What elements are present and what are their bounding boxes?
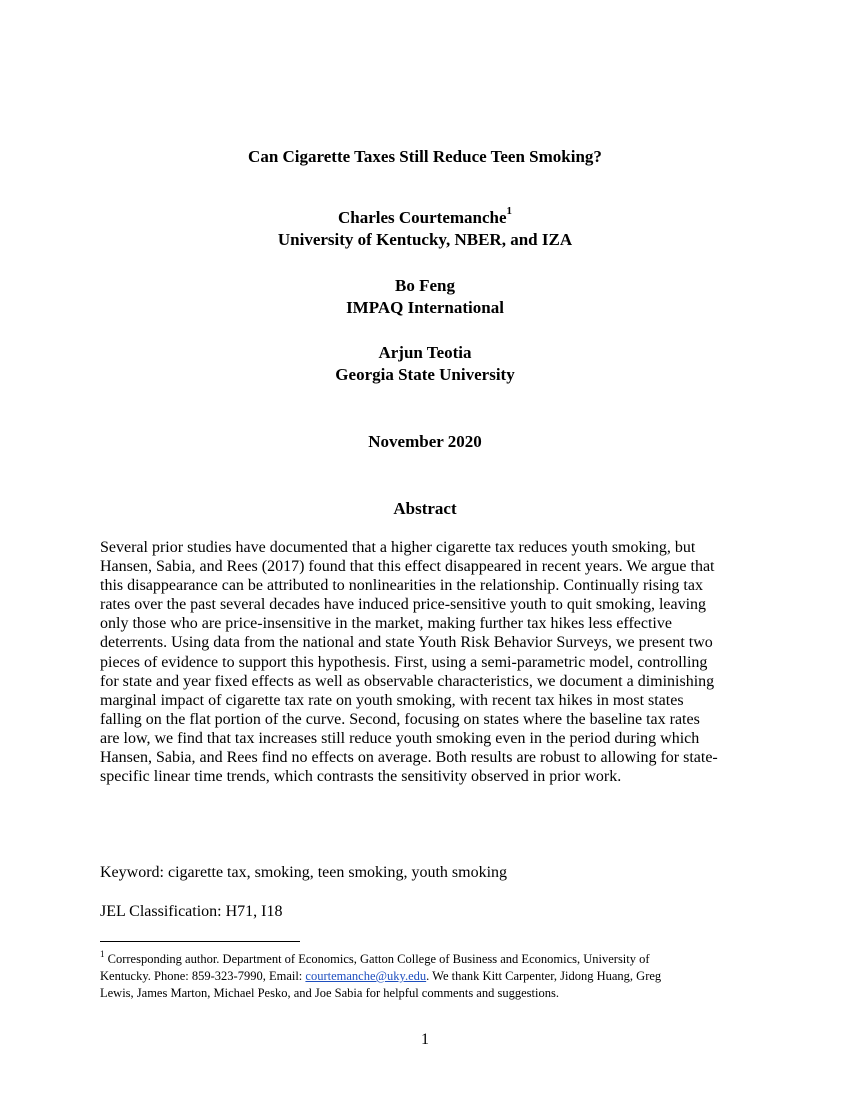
abstract-line: rates over the past several decades have induced price-sensitive youth to quit smoking, leaving <box>100 596 707 614</box>
abstract-line: Hansen, Sabia, and Rees find no effects on average. Both results are robust to allowing for state- <box>100 749 718 767</box>
abstract-line: pieces of evidence to support this hypothesis. First, using a semi-parametric model, controlling <box>100 653 708 671</box>
author-name: Charles Courtemanche <box>337 208 507 227</box>
jel-classification: JEL Classification: H71, I18 <box>100 903 283 920</box>
footnote-marker: 1 <box>506 205 513 218</box>
abstract-line: falling on the flat portion of the curve. Second, focusing on states where the baseline tax rates <box>100 710 700 728</box>
email-link[interactable]: courtemanche@uky.edu <box>305 969 427 983</box>
abstract-text <box>100 538 760 786</box>
author-name: Arjun Teotia <box>378 343 472 362</box>
footnote-line: Lewis, James Marton, Michael Pesko, and Joe Sabia for helpful comments and suggestions. <box>100 986 559 1000</box>
author-name: Bo Feng <box>395 276 455 295</box>
page-number: 1 <box>421 1031 429 1048</box>
paper-title: Can Cigarette Taxes Still Reduce Teen Smoking? <box>248 147 602 166</box>
keywords: Keyword: cigarette tax, smoking, teen smoking, youth smoking <box>100 864 508 881</box>
footnote-marker: 1 <box>100 948 105 959</box>
author-affiliation: IMPAQ International <box>346 298 504 317</box>
author-block-1 <box>0 207 850 251</box>
publication-date: November 2020 <box>368 432 482 451</box>
footnote-divider <box>100 941 300 942</box>
author-affiliation: University of Kentucky, NBER, and IZA <box>277 230 573 249</box>
abstract-line: are low, we find that tax increases still reduce youth smoking even in the period during which <box>100 729 700 747</box>
footnote-text: Kentucky. Phone: 859-323-7990, Email: <box>100 969 306 983</box>
author-affiliation: Georgia State University <box>335 365 515 384</box>
author-block-3 <box>0 342 850 386</box>
abstract-line: deterrents. Using data from the national and state Youth Risk Behavior Surveys, we present two <box>100 634 713 652</box>
footnote-line: Corresponding author. Department of Economics, Gatton College of Business and Economics, University of <box>107 952 650 966</box>
abstract-line: Several prior studies have documented that a higher cigarette tax reduces youth smoking, but <box>100 539 696 556</box>
abstract-line: this disappearance can be attributed to nonlinearities in the relationship. Continually rising tax <box>100 577 703 595</box>
abstract-heading: Abstract <box>393 499 457 518</box>
abstract-line: specific linear time trends, which contrasts the sensitivity observed in prior work. <box>100 768 622 786</box>
footnote-text: . We thank Kitt Carpenter, Jidong Huang, Greg <box>426 969 662 983</box>
abstract-line: Hansen, Sabia, and Rees (2017) found that this effect disappeared in recent years. We argue that <box>100 558 715 576</box>
footnote <box>100 948 760 1002</box>
author-block-2 <box>0 275 850 319</box>
abstract-line: for state and year fixed effects as well as observable characteristics, we document a diminishing <box>100 672 715 690</box>
abstract-line: only those who are price-insensitive in the market, making further tax hikes less effective <box>100 615 672 633</box>
abstract-line: marginal impact of cigarette tax rate on youth smoking, with recent tax hikes in most states <box>100 691 684 709</box>
